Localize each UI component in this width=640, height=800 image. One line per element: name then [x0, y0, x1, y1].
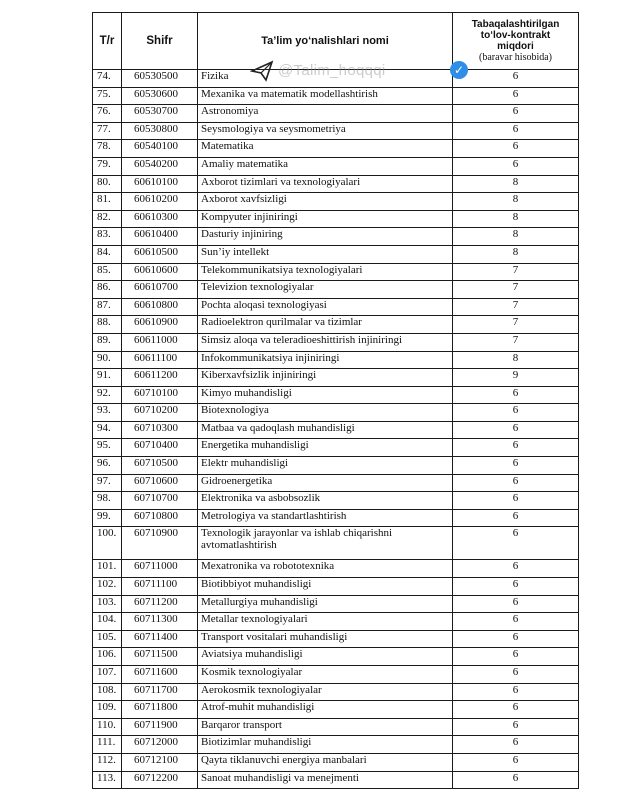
row-direction-name: Qayta tiklanuvchi energiya manbalari: [198, 753, 453, 771]
table-row: [93, 771, 579, 789]
row-direction-name: Dasturiy injiniring: [198, 228, 453, 246]
table-row: [93, 87, 579, 105]
table-row: [93, 666, 579, 684]
row-direction-name: Pochta aloqasi texnologiyasi: [198, 298, 453, 316]
row-code: 60711200: [122, 595, 198, 613]
row-code: 60610100: [122, 175, 198, 193]
row-code: 60710100: [122, 386, 198, 404]
row-code: 60530800: [122, 122, 198, 140]
row-direction-name: Matematika: [198, 140, 453, 158]
row-number: 94.: [93, 421, 122, 439]
row-code: 60611000: [122, 333, 198, 351]
header-code: Shifr: [122, 13, 198, 70]
row-contract-multiplier: 6: [453, 630, 579, 648]
row-contract-multiplier: 6: [453, 140, 579, 158]
row-number: 88.: [93, 316, 122, 334]
row-contract-multiplier: 7: [453, 316, 579, 334]
row-number: 92.: [93, 386, 122, 404]
row-direction-name: Sanoat muhandisligi va menejmenti: [198, 771, 453, 789]
row-code: 60530500: [122, 70, 198, 88]
row-number: 110.: [93, 718, 122, 736]
row-contract-multiplier: 6: [453, 404, 579, 422]
row-code: 60711000: [122, 560, 198, 578]
row-direction-name: Matbaa va qadoqlash muhandisligi: [198, 421, 453, 439]
row-number: 81.: [93, 193, 122, 211]
row-contract-multiplier: 9: [453, 369, 579, 387]
row-contract-multiplier: 7: [453, 333, 579, 351]
row-direction-name: Sun’iy intellekt: [198, 245, 453, 263]
row-direction-name: Amaliy matematika: [198, 157, 453, 175]
table-row: [93, 492, 579, 510]
document-page: [92, 12, 578, 789]
row-direction-name: Mexatronika va robototexnika: [198, 560, 453, 578]
table-row: [93, 474, 579, 492]
row-direction-name: Energetika muhandisligi: [198, 439, 453, 457]
row-number: 95.: [93, 439, 122, 457]
table-row: [93, 753, 579, 771]
row-code: 60530700: [122, 105, 198, 123]
row-direction-name: Radioelektron qurilmalar va tizimlar: [198, 316, 453, 334]
row-contract-multiplier: 6: [453, 718, 579, 736]
row-code: 60711500: [122, 648, 198, 666]
row-contract-multiplier: 6: [453, 683, 579, 701]
table-row: [93, 122, 579, 140]
header-value-line2: to‘lov-kontrakt: [480, 30, 551, 41]
row-number: 107.: [93, 666, 122, 684]
row-number: 79.: [93, 157, 122, 175]
row-number: 76.: [93, 105, 122, 123]
row-direction-name: Infokommunikatsiya injiniringi: [198, 351, 453, 369]
table-row: [93, 70, 579, 88]
row-direction-name: Texnologik jarayonlar va ishlab chiqarishni avtomatlashtirish: [198, 527, 453, 560]
row-number: 105.: [93, 630, 122, 648]
row-contract-multiplier: 6: [453, 701, 579, 719]
row-direction-name: Biotibbiyot muhandisligi: [198, 578, 453, 596]
table-row: [93, 736, 579, 754]
row-number: 96.: [93, 457, 122, 475]
table-header-row: [93, 13, 579, 70]
row-direction-name: Kosmik texnologiyalar: [198, 666, 453, 684]
table-row: [93, 157, 579, 175]
row-code: 60611200: [122, 369, 198, 387]
table-body: [93, 70, 579, 789]
row-contract-multiplier: 8: [453, 228, 579, 246]
table-row: [93, 701, 579, 719]
table-row: [93, 630, 579, 648]
header-number: T/r: [93, 13, 122, 70]
row-code: 60610200: [122, 193, 198, 211]
table-row: [93, 175, 579, 193]
row-code: 60710900: [122, 527, 198, 560]
row-direction-name: Mexanika va matematik modellashtirish: [198, 87, 453, 105]
row-number: 75.: [93, 87, 122, 105]
row-contract-multiplier: 6: [453, 595, 579, 613]
row-direction-name: Axborot xavfsizligi: [198, 193, 453, 211]
table-row: [93, 613, 579, 631]
row-contract-multiplier: 6: [453, 157, 579, 175]
table-row: [93, 263, 579, 281]
row-direction-name: Barqaror transport: [198, 718, 453, 736]
row-contract-multiplier: 6: [453, 666, 579, 684]
row-contract-multiplier: 6: [453, 578, 579, 596]
row-code: 60712200: [122, 771, 198, 789]
verified-check-icon: ✓: [450, 61, 468, 79]
table-row: [93, 316, 579, 334]
row-contract-multiplier: 7: [453, 281, 579, 299]
row-contract-multiplier: 6: [453, 421, 579, 439]
row-code: 60540100: [122, 140, 198, 158]
table-row: [93, 527, 579, 560]
row-direction-name: Simsiz aloqa va teleradioeshittirish injiniringi: [198, 333, 453, 351]
row-contract-multiplier: 7: [453, 298, 579, 316]
row-number: 91.: [93, 369, 122, 387]
row-number: 97.: [93, 474, 122, 492]
row-contract-multiplier: 6: [453, 560, 579, 578]
row-contract-multiplier: 6: [453, 736, 579, 754]
row-code: 60610700: [122, 281, 198, 299]
table-row: [93, 595, 579, 613]
row-number: 104.: [93, 613, 122, 631]
row-number: 84.: [93, 245, 122, 263]
header-value-line3: miqdori: [497, 41, 534, 52]
row-code: 60530600: [122, 87, 198, 105]
row-contract-multiplier: 6: [453, 753, 579, 771]
table-row: [93, 648, 579, 666]
row-code: 60711100: [122, 578, 198, 596]
table-row: [93, 140, 579, 158]
row-code: 60610600: [122, 263, 198, 281]
row-contract-multiplier: 6: [453, 439, 579, 457]
row-number: 103.: [93, 595, 122, 613]
row-code: 60610800: [122, 298, 198, 316]
row-contract-multiplier: 6: [453, 474, 579, 492]
row-number: 90.: [93, 351, 122, 369]
row-code: 60712000: [122, 736, 198, 754]
row-direction-name: Seysmologiya va seysmometriya: [198, 122, 453, 140]
row-number: 78.: [93, 140, 122, 158]
row-direction-name: Elektronika va asbobsozlik: [198, 492, 453, 510]
row-code: 60711400: [122, 630, 198, 648]
row-direction-name: Biotizimlar muhandisligi: [198, 736, 453, 754]
row-contract-multiplier: 6: [453, 771, 579, 789]
row-direction-name: Aviatsiya muhandisligi: [198, 648, 453, 666]
table-row: [93, 228, 579, 246]
row-number: 82.: [93, 210, 122, 228]
row-direction-name: Atrof-muhit muhandisligi: [198, 701, 453, 719]
row-contract-multiplier: 8: [453, 245, 579, 263]
row-number: 83.: [93, 228, 122, 246]
table-row: [93, 105, 579, 123]
table-row: [93, 578, 579, 596]
table-row: [93, 421, 579, 439]
row-number: 102.: [93, 578, 122, 596]
row-contract-multiplier: 6: [453, 527, 579, 560]
row-number: 87.: [93, 298, 122, 316]
row-number: 109.: [93, 701, 122, 719]
row-direction-name: Metallar texnologiyalari: [198, 613, 453, 631]
row-direction-name: Transport vositalari muhandisligi: [198, 630, 453, 648]
row-code: 60710800: [122, 509, 198, 527]
row-code: 60610300: [122, 210, 198, 228]
row-direction-name: Kimyo muhandisligi: [198, 386, 453, 404]
row-contract-multiplier: 6: [453, 613, 579, 631]
row-number: 77.: [93, 122, 122, 140]
row-number: 86.: [93, 281, 122, 299]
row-code: 60610900: [122, 316, 198, 334]
row-direction-name: Gidroenergetika: [198, 474, 453, 492]
row-contract-multiplier: 6: [453, 492, 579, 510]
table-row: [93, 683, 579, 701]
row-contract-multiplier: 8: [453, 175, 579, 193]
table-row: [93, 386, 579, 404]
table-row: [93, 351, 579, 369]
row-contract-multiplier: 6: [453, 648, 579, 666]
row-contract-multiplier: 6: [453, 386, 579, 404]
row-contract-multiplier: 8: [453, 351, 579, 369]
row-code: 60540200: [122, 157, 198, 175]
row-contract-multiplier: 7: [453, 263, 579, 281]
row-code: 60711900: [122, 718, 198, 736]
row-direction-name: Kiberxavfsizlik injiniringi: [198, 369, 453, 387]
directions-table: [92, 12, 579, 789]
row-contract-multiplier: 6: [453, 122, 579, 140]
row-direction-name: Astronomiya: [198, 105, 453, 123]
table-row: [93, 509, 579, 527]
row-direction-name: Axborot tizimlari va texnologiyalari: [198, 175, 453, 193]
table-row: [93, 369, 579, 387]
row-direction-name: Telekommunikatsiya texnologiyalari: [198, 263, 453, 281]
row-code: 60710400: [122, 439, 198, 457]
row-number: 80.: [93, 175, 122, 193]
row-number: 98.: [93, 492, 122, 510]
table-row: [93, 281, 579, 299]
row-direction-name: Elektr muhandisligi: [198, 457, 453, 475]
row-code: 60710600: [122, 474, 198, 492]
row-number: 111.: [93, 736, 122, 754]
row-direction-name: Fizika: [198, 70, 453, 88]
row-direction-name: Kompyuter injiniringi: [198, 210, 453, 228]
row-code: 60711800: [122, 701, 198, 719]
row-contract-multiplier: 6: [453, 87, 579, 105]
row-number: 85.: [93, 263, 122, 281]
row-code: 60710700: [122, 492, 198, 510]
row-contract-multiplier: 6: [453, 457, 579, 475]
row-code: 60611100: [122, 351, 198, 369]
row-code: 60710500: [122, 457, 198, 475]
row-code: 60711700: [122, 683, 198, 701]
row-number: 113.: [93, 771, 122, 789]
row-contract-multiplier: 6: [453, 105, 579, 123]
table-row: [93, 404, 579, 422]
row-code: 60710200: [122, 404, 198, 422]
row-code: 60610400: [122, 228, 198, 246]
table-row: [93, 457, 579, 475]
table-row: [93, 298, 579, 316]
row-code: 60610500: [122, 245, 198, 263]
row-direction-name: Aerokosmik texnologiyalar: [198, 683, 453, 701]
row-code: 60711300: [122, 613, 198, 631]
row-number: 112.: [93, 753, 122, 771]
row-contract-multiplier: 8: [453, 210, 579, 228]
row-number: 106.: [93, 648, 122, 666]
row-direction-name: Biotexnologiya: [198, 404, 453, 422]
table-row: [93, 560, 579, 578]
table-row: [93, 333, 579, 351]
row-number: 99.: [93, 509, 122, 527]
table-row: [93, 210, 579, 228]
row-direction-name: Televizion texnologiyalar: [198, 281, 453, 299]
header-value-line4: (baravar hisobida): [478, 52, 553, 63]
header-contract-amount: [453, 13, 579, 70]
row-number: 101.: [93, 560, 122, 578]
table-row: [93, 245, 579, 263]
row-number: 89.: [93, 333, 122, 351]
watermark-text: @Talim_hoqqqi: [278, 62, 386, 79]
row-code: 60712100: [122, 753, 198, 771]
table-row: [93, 718, 579, 736]
row-number: 74.: [93, 70, 122, 88]
row-direction-name: Metrologiya va standartlashtirish: [198, 509, 453, 527]
row-code: 60711600: [122, 666, 198, 684]
row-number: 100.: [93, 527, 122, 560]
header-value-line1: Tabaqalashtirilgan: [471, 19, 560, 30]
row-contract-multiplier: 6: [453, 509, 579, 527]
row-number: 108.: [93, 683, 122, 701]
row-code: 60710300: [122, 421, 198, 439]
row-contract-multiplier: 6: [453, 70, 579, 88]
header-direction-name: Ta’lim yo‘nalishlari nomi: [198, 13, 453, 70]
table-row: [93, 193, 579, 211]
row-contract-multiplier: 8: [453, 193, 579, 211]
row-direction-name: Metallurgiya muhandisligi: [198, 595, 453, 613]
table-row: [93, 439, 579, 457]
row-number: 93.: [93, 404, 122, 422]
